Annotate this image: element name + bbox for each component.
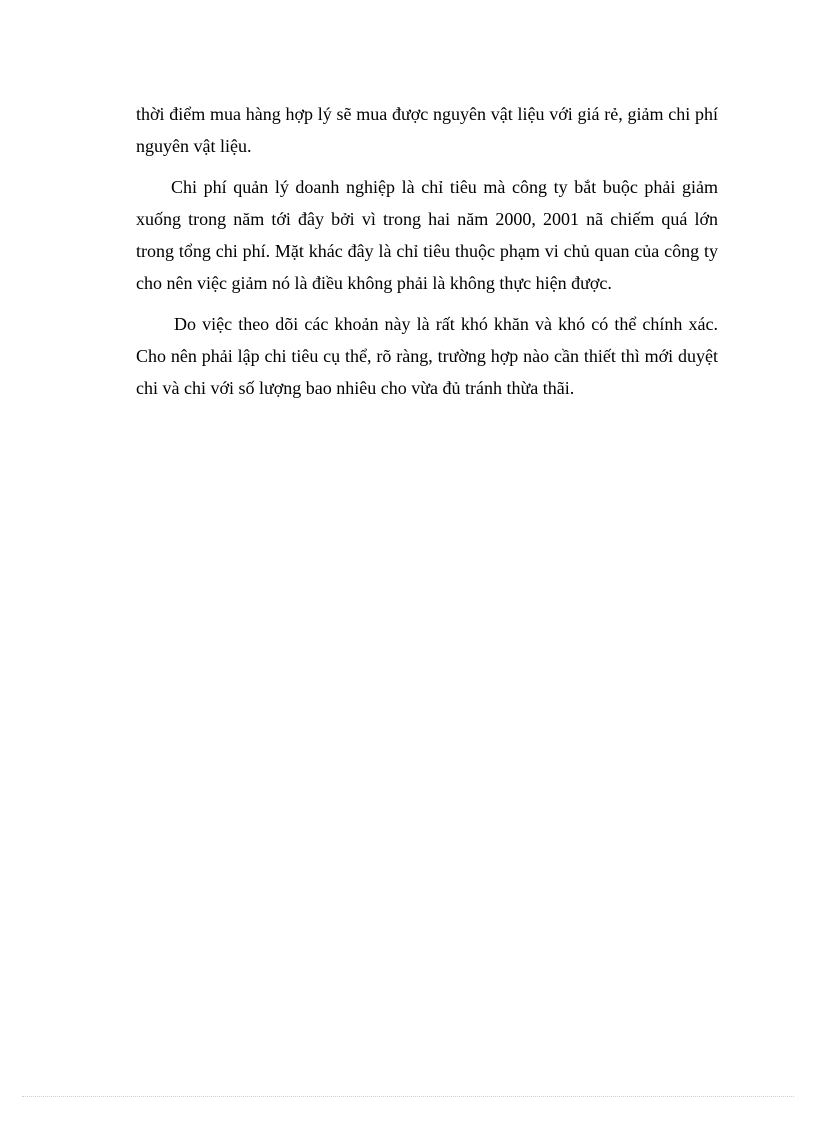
page-bottom-divider bbox=[22, 1096, 794, 1097]
paragraph-expense-tracking: Do việc theo dõi các khoản này là rất khó khăn và khó có thể chính xác. Cho nên phải lập chi tiêu cụ thể, rõ ràng, trường hợp nào cần thiết thì mới duyệt chi và chi với số lượng bao nhiêu cho vừa đủ tránh thừa thãi. bbox=[136, 314, 718, 398]
paragraph-continuation: thời điểm mua hàng hợp lý sẽ mua được nguyên vật liệu với giá rẻ, giảm chi phí nguyên vật liệu. bbox=[136, 104, 718, 156]
document-body bbox=[136, 98, 718, 404]
paragraph-management-costs: Chi phí quản lý doanh nghiệp là chỉ tiêu mà công ty bắt buộc phải giảm xuống trong năm tới đây bởi vì trong hai năm 2000, 2001 nã chiếm quá lớn trong tổng chi phí. Mặt khác đây là chỉ tiêu thuộc phạm vi chủ quan của công ty cho nên việc giảm nó là điều không phải là không thực hiện được. bbox=[136, 177, 718, 293]
